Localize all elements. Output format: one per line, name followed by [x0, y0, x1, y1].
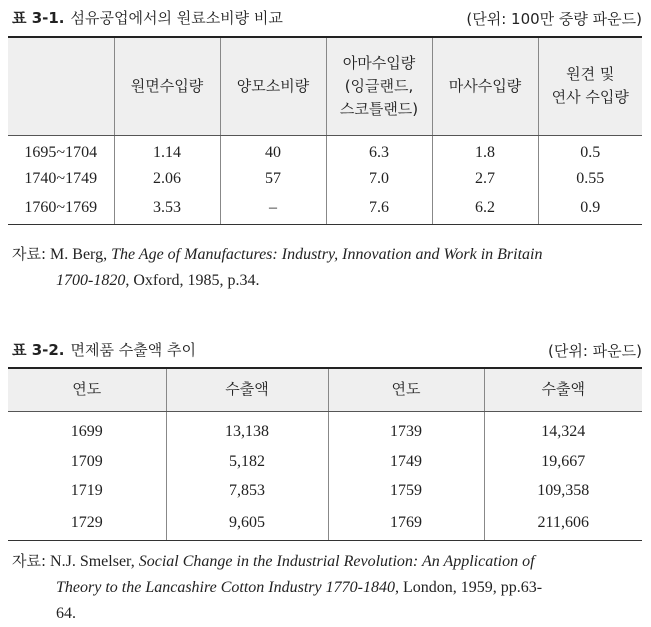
table-cell: 1699	[70, 423, 103, 441]
table1-title: 섬유공업에서의 원료소비량 비교	[70, 9, 283, 27]
table-row	[8, 164, 642, 193]
table-cell: 211,606	[484, 506, 642, 540]
table-cell: 1.8	[432, 135, 538, 164]
table-cell: 1.14	[114, 135, 220, 164]
table1	[8, 36, 642, 225]
table-cell: 3.53	[114, 193, 220, 224]
table-cell: 1769	[328, 506, 484, 540]
table-cell: 14,324	[484, 411, 642, 447]
table-cell: 1759	[328, 476, 484, 506]
table1-number: 표 3-1.	[12, 9, 65, 27]
table-cell: 19,667	[484, 447, 642, 476]
table-row	[8, 447, 642, 476]
table-cell: 1729	[8, 506, 166, 540]
source-book-title-cont: Theory to the Lancashire Cotton Industry 1770-1840	[56, 579, 395, 596]
table1-header-row	[8, 37, 642, 135]
table-cell: 2.7	[432, 164, 538, 193]
table2-number: 표 3-2.	[12, 341, 65, 359]
table2-header-cell: 수출액	[484, 368, 642, 411]
table1-header-cell: 원면수입량	[114, 37, 220, 135]
table-cell: 1739	[328, 411, 484, 447]
table-cell: 109,358	[484, 476, 642, 506]
source-details: , London, 1959, pp.63-	[394, 579, 543, 596]
table-cell: 2.06	[114, 164, 220, 193]
table2-header-cell: 수출액	[166, 368, 328, 411]
table-cell: 9,605	[166, 506, 328, 540]
table1-header-cell: 마사수입량	[432, 37, 538, 135]
table-cell: 5,182	[166, 447, 328, 476]
table2-header-cell: 연도	[328, 368, 484, 411]
table2-title: 면제품 수출액 추이	[70, 341, 196, 359]
table-cell: 1749	[328, 447, 484, 476]
table-row	[8, 476, 642, 506]
table-cell: 57	[220, 164, 326, 193]
source-details-cont: 64.	[56, 605, 76, 622]
table-cell: 0.55	[538, 164, 642, 193]
table2-unit: (단위: 파운드)	[548, 342, 642, 360]
source-label: 자료:	[12, 245, 47, 263]
table2	[8, 367, 642, 541]
table2-header-row	[8, 368, 642, 411]
table2-caption	[12, 339, 196, 360]
table-cell: 6.2	[432, 193, 538, 224]
table1-header-cell: 원견 및 연사 수입량	[538, 37, 642, 135]
source-details: , Oxford, 1985, p.34.	[125, 272, 260, 289]
table-row	[8, 411, 642, 447]
table-cell: 1695~1704	[24, 143, 98, 161]
table-cell: 1709	[70, 452, 103, 470]
table-cell: 1719	[70, 482, 103, 499]
table-row	[8, 193, 642, 224]
table1-unit: (단위: 100만 중량 파운드)	[466, 10, 642, 28]
table2-source	[12, 548, 644, 627]
table-cell: 6.3	[326, 135, 432, 164]
source-book-title: The Age of Manufactures: Industry, Innovation and Work in Britain	[111, 246, 543, 263]
source-book-title-cont: 1700-1820	[56, 272, 126, 289]
table1-caption	[12, 7, 283, 28]
table-cell: 1760~1769	[8, 193, 114, 224]
table-cell: 40	[220, 135, 326, 164]
table1-header-cell	[8, 37, 114, 135]
source-book-title: Social Change in the Industrial Revolution: An Application of	[138, 553, 535, 570]
source-label: 자료:	[12, 552, 47, 570]
table-cell: 0.9	[538, 193, 642, 224]
table1-header-cell: 양모소비량	[220, 37, 326, 135]
table-row	[8, 135, 642, 164]
table-cell: 7.6	[326, 193, 432, 224]
table1-source	[12, 241, 644, 294]
table-cell: –	[220, 193, 326, 224]
table-cell: 7,853	[166, 476, 328, 506]
table-cell: 7.0	[326, 164, 432, 193]
source-author: N.J. Smelser,	[50, 553, 135, 570]
table-cell: 13,138	[166, 411, 328, 447]
source-author: M. Berg,	[50, 246, 108, 263]
table-row	[8, 506, 642, 540]
table-cell: 0.5	[538, 135, 642, 164]
table1-header-cell: 아마수입량 (잉글랜드, 스코틀랜드)	[326, 37, 432, 135]
table2-header-cell: 연도	[8, 368, 166, 411]
table-cell: 1740~1749	[24, 169, 98, 187]
